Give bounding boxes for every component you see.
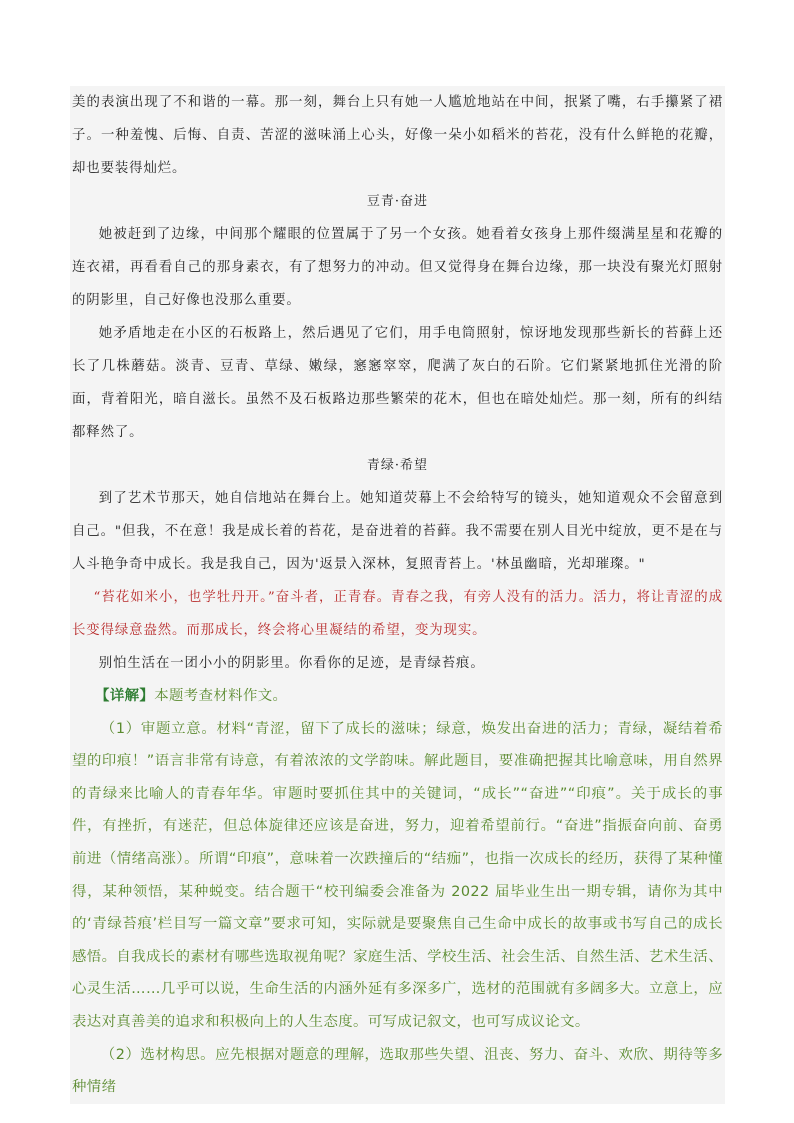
essay-section-heading-1: 豆青·奋进 [366, 194, 429, 209]
analysis-label: 【详解】 [95, 688, 155, 704]
analysis-paragraph-2: （2）选材构思。应先根据对题意的理解，选取那些失望、沮丧、努力、奋斗、欢欣、期待等多种情绪 [72, 1046, 723, 1096]
analysis-intro-text: 本题考查材料作文。 [154, 688, 288, 704]
essay-paragraph-3: 她矛盾地走在小区的石板路上，然后遇见了它们，用手电筒照射，惊讶地发现那些新长的苔藓上还长了几株蘑菇。淡青、豆青、草绿、嫩绿，窸窸窣窣，爬满了灰白的石阶。它们紧紧地抓住光滑的阶面，背着阳光，暗自滋长。虽然不及石板路边那些繁荣的花木，但也在暗处灿烂。那一刻，所有的纠结都释然了。 [72, 326, 723, 440]
analysis-intro [70, 680, 725, 713]
essay-section-heading-2: 青绿·希望 [366, 458, 429, 473]
essay-paragraph-4: 到了艺术节那天，她自信地站在舞台上。她知道荧幕上不会给特写的镜头，她知道观众不会留意到自己。"但我，不在意！我是成长着的苔花，是奋进着的苔藓。我不需要在别人目光中绽放，更不是在与人斗艳争奇中成长。我是我自己，因为'返景入深林，复照青苔上。'林虽幽暗，光却璀璨。" [72, 491, 723, 572]
essay-paragraph-1: 美的表演出现了不和谐的一幕。那一刻，舞台上只有她一人尴尬地站在中间，抿紧了嘴，右手攥紧了裙子。一种羞愧、后悔、自责、苦涩的滋味涌上心头，好像一朵小如稻米的苔花，没有什么鲜艳的花瓣，却也要装得灿烂。 [72, 95, 723, 176]
document-body [70, 86, 725, 1104]
essay-paragraph-6: 别怕生活在一团小小的阴影里。你看你的足迹，是青绿苔痕。 [98, 656, 485, 671]
analysis-paragraph-1: （1）审题立意。材料“青涩，留下了成长的滋味；绿意，焕发出奋进的活力；青绿，凝结着希望的印痕！”语言非常有诗意，有着浓浓的文学韵味。解此题目，要准确把握其比喻意味，用自然界的青绿来比喻人的青春年华。审题时要抓住其中的关键词，“成长”“奋进”“印痕”。关于成长的事件，有挫折，有迷茫，但总体旋律还应该是奋进，努力，迎着希望前行。“奋进”指振奋向前、奋勇前进（情绪高涨）。所谓“印痕”，意味着一次跌撞后的“结痂”，也指一次成长的经历，获得了某种懂得，某种领悟，某种蜕变。结合题干“校刊编委会准备为 2022 届毕业生出一期专辑，请你为其中的‘青绿苔痕’栏目写一篇文章”要求可知，实际就是要聚焦自己生命中成长的故事或书写自己的成长感悟。自我成长的素材有哪些选取视角呢？家庭生活、学校生活、社会生活、自然生活、艺术生活、心灵生活……几乎可以说，生命生活的内涵外延有多深多广，选材的范围就有多阔多大。立意上，应表达对真善美的追求和积极向上的人生态度。可写成记叙文，也可写成议论文。 [72, 720, 723, 1030]
essay-paragraph-2: 她被赶到了边缘，中间那个耀眼的位置属于了另一个女孩。她看着女孩身上那件缀满星星和花瓣的连衣裙，再看看自己的那身素衣，有了想努力的冲动。但又觉得身在舞台边缘，那一块没有聚光灯照射的阴影里，自己好像也没那么重要。 [72, 227, 723, 308]
essay-paragraph-5-highlight: “苔花如米小，也学牡丹开。”奋斗者，正青春。青春之我，有旁人没有的活力。活力，将让青涩的成长变得绿意盎然。而那成长，终会将心里凝结的希望，变为现实。 [72, 590, 723, 638]
